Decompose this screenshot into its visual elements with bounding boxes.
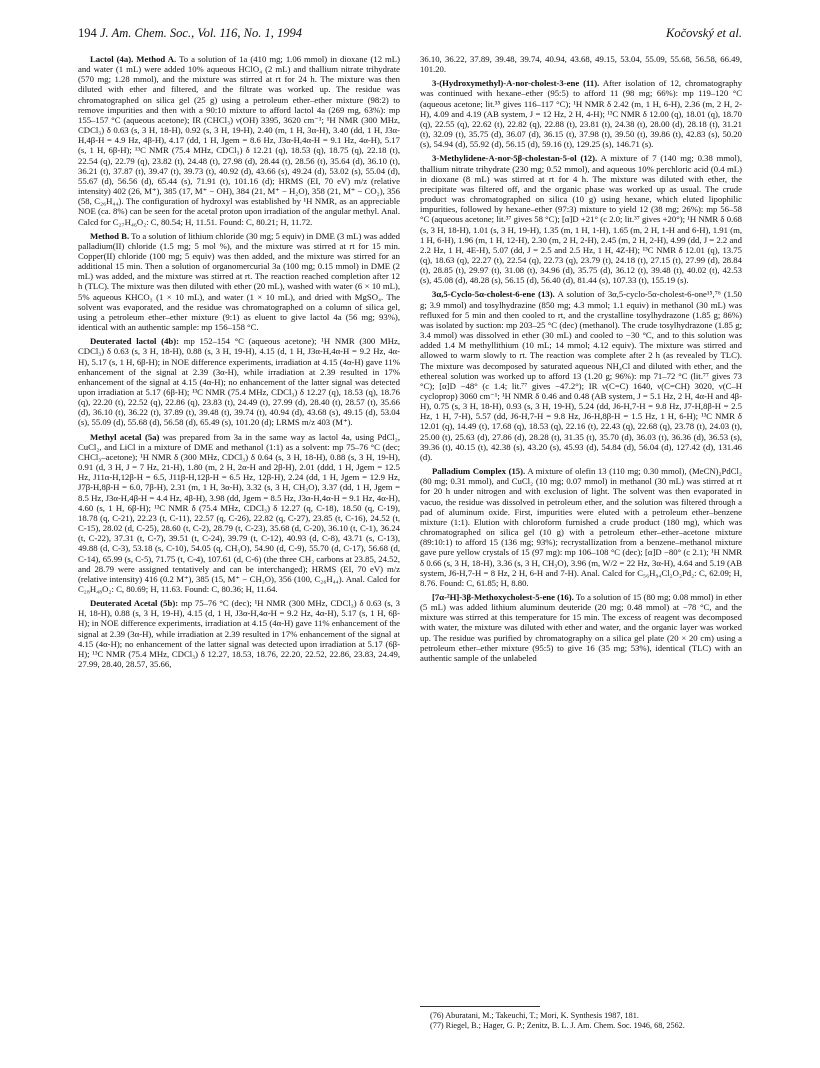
paragraph-compound-13 xyxy=(420,289,742,462)
paragraph-text: After isolation of 12, chromatography was continued with hexane–ether (95:5) to afford 11 (98 mg; 66%): mp 119–120 °C (aqueous acetone; lit.³⁵ gives 116–117 °C); ¹H NMR δ 2.42 (m, 1 H, 6-H), 2.36 (m, 2 H, 2-H), 4.09 and 4.19 (AB system, J = 12 Hz, 2 H, 4-H); ¹³C NMR δ 12.00 (q), 18.01 (q), 18.70 (q), 22.55 (q), 22.62 (t), 22.82 (q), 22.88 (t), 23.81 (t), 24.38 (t), 28.00 (d), 28.18 (t), 31.21 (t), 32.09 (t), 35.75 (d), 36.07 (d), 36.15 (t), 37.98 (t), 39.50 (t), 39.86 (t), 42.83 (s), 50.20 (s), 54.94 (d), 55.92 (d), 56.15 (d), 59.16 (t), 129.25 (s), 146.71 (s). xyxy=(420,78,742,150)
compound-heading: Palladium Complex (15). xyxy=(432,466,526,477)
paragraph-continuation xyxy=(420,54,742,74)
compound-heading: 3-Methylidene-A-nor-5β-cholestan-5-ol (12). xyxy=(432,153,598,164)
compound-heading: Methyl acetal (5a) xyxy=(90,431,160,442)
paragraph-method-b xyxy=(78,231,400,333)
compound-heading: Lactol (4a). Method A. xyxy=(90,54,177,64)
paragraph-deuterated-lactol xyxy=(78,336,400,427)
compound-heading: Deuterated Acetal (5b): xyxy=(90,598,179,609)
paragraph-text: To a solution of 15 (80 mg; 0.08 mmol) in ether (5 mL) was added lithium aluminum deuteride (20 mg; 0.48 mmol) at −78 °C, and the mixture was stirred at this temperature for 15 min. The excess of reagent was decomposed with water, the mixture was diluted with ether and water, and the organic layer was worked up. The residue was purified by chromatography on a silica gel plate (20 × 20 cm) using a petroleum ether–ether mixture (95:5) to give 16 (35 mg; 53%), identical (TLC) with an authentic sample of the unlabeled xyxy=(420,591,743,663)
compound-heading: 3α,5-Cyclo-5α-cholest-6-ene (13). xyxy=(432,289,555,300)
right-column xyxy=(420,54,742,667)
paragraph-text: To a solution of lithium chloride (30 mg; 5 equiv) in DME (3 mL) was added palladium(II) chloride (1.5 mg; 5 mol %), and the mixture was stirred at rt for 15 min. Copper(II) chloride (100 mg; 5 equiv) was then added, and the mixture was stirred for an additional 15 min. Then a solution of organomercurial 3a (100 mg; 0.15 mmol) in DME (2 mL) was added, and the mixture was stirred at rt. The reaction reached completion after 12 h (TLC). The mixture was then diluted with ether (20 mL), washed with water (6 × 10 mL), 5% aqueous KHCO₃ (1 × 10 mL), and water (1 × 10 mL), and dried with MgSO₄. The solvent was evaporated, and the residue was chromatographed on a column of silica gel, using a petroleum ether–ether mixture (9:1) as eluent to give lactol 4a (56 mg; 93%), identical with an authentic sample: mp 156–158 °C. xyxy=(78,230,401,333)
compound-heading: [7α-²H]-3β-Methoxycholest-5-ene (16). xyxy=(432,591,574,602)
reference-76: (76) Aburatani, M.; Takeuchi, T.; Mori, K. Synthesis 1987, 181. xyxy=(430,1011,639,1020)
running-header xyxy=(78,26,742,44)
journal-citation: J. Am. Chem. Soc., Vol. 116, No. 1, 1994 xyxy=(100,26,302,40)
paragraph-text: mp 152–154 °C (aqueous acetone); ¹H NMR (300 MHz, CDCl₃) δ 0.63 (s, 3 H, 18-H), 0.88 (s, 3 H, 19-H), 4.15 (d, 1 H, J3α-H,4α-H = 9.2 Hz, 4α-H), 5.17 (s, 1 H, 6β-H); in NOE difference experiments, irradiation at 4.15 (4α-H) gave 11% enhancement of the signal at 2.39 (3α-H), while irradiation at 2.39 resulted in 17% enhancement of the signal at 4.15 (4α-H); no enhancement of the latter signal was detected upon irradiation at 5.17 (6β-H); ¹³C NMR (75.4 MHz, CDCl₃) δ 12.27 (q), 18.53 (q), 18.76 (q), 22.20 (t), 22.52 (q), 22.86 (q), 23.83 (t), 24.49 (t), 27.99 (d), 28.40 (t), 28.57 (t), 35.66 (d), 36.10 (t), 36.22 (t), 37.89 (t), 39.48 (t), 39.74 (t), 40.94 (d), 43.68 (s), 49.15 (d), 53.04 (s), 55.09 (d), 55.68 (d), 56.58 (d), 65.49 (s), 101.20 (d); LRMS m/z 403 (M⁺). xyxy=(78,336,401,428)
paragraph-text: To a solution of 1a (410 mg; 1.06 mmol) in dioxane (12 mL) and water (1 mL) were added 10% aqueous HClO₄ (2 mL) and thallium nitrate trihydrate (570 mg; 1.28 mmol), and the mixture was stirred at rt for 24 h. The mixture was then diluted with ether and filtered, and the filtrate was worked up. The residue was chromatographed on silica gel (25 g) using a petroleum ether–ether mixture (98:2) to remove impurities and then with a 90:10 mixture to afford lactol 4a (269 mg, 63%): mp 155–157 °C (aqueous acetone); IR (CHCl₃) ν(OH) 3395, 3620 cm⁻¹; ¹H NMR (300 MHz, CDCl₃) δ 0.63 (s, 3 H, 18-H), 0.92 (s, 3 H, 19-H), 2.40 (m, 1 H, 3α-H), 3.40 (dd, 1 H, J3α-H,4β-H = 4.9 Hz, 4β-H), 4.17 (dd, 1 H, Jgem = 8.6 Hz, J3α-H,4α-H = 9.1 Hz, 4α-H), 5.17 (s, 1 H, 6β-H); ¹³C NMR (75.4 MHz, CDCl₃) δ 12.21 (q), 18.53 (q), 18.75 (q), 22.18 (t), 22.54 (q), 22.79 (q), 23.82 (t), 24.48 (t), 27.98 (d), 28.44 (t), 28.56 (t), 35.64 (d), 36.10 (t), 36.21 (t), 37.87 (t), 39.47 (t), 39.73 (t), 40.92 (d), 43.66 (s), 49.24 (d), 53.02 (s), 55.04 (d), 55.67 (d), 56.56 (d), 65.44 (s), 71.91 (t), 101.16 (d); HRMS (EI, 70 eV) m/z (relative intensity) 402 (26, M⁺), 385 (17, M⁺ − OH), 384 (21, M⁺ − H₂O), 358 (21, M⁺ − CO₂), 356 (58, C₂₆H₄₄). The configuration of hydroxyl was established by ¹H NMR, as an appreciable NOE (ca. 8%) can be seen for the acetal proton upon irradiation of the angular methyl. Anal. Calcd for C₂₇H₄₆O₂: C, 80.54; H, 11.51. Found: C, 80.21; H, 11.72. xyxy=(78,54,400,227)
page-number: 194 xyxy=(78,26,97,40)
paragraph-methyl-acetal xyxy=(78,432,400,595)
compound-heading: 3-(Hydroxymethyl)-A-nor-cholest-3-ene (11). xyxy=(432,78,600,89)
paragraph-compound-16 xyxy=(420,592,742,663)
paragraph-text: A mixture of 7 (140 mg; 0.38 mmol), thallium nitrate trihydrate (230 mg; 0.52 mmol), and aqueous 10% perchloric acid (0.4 mL) in dioxane (8 mL) was stirred at rt for 4 h. The mixture was diluted with ether, the precipitate was filtered off, and the organic phase was worked up as usual. The crude product was chromatographed on silica (10 g) using hexane, which eluted lipophilic impurities, followed by hexane–ether (97:3) mixture to yield 12 (38 mg; 26%): mp 56–58 °C (aqueous acetone; lit.³⁷ gives 58 °C); [α]D +21° (c 2.0; lit.³⁷ gives +20°); ¹H NMR δ 0.68 (s, 3 H, 18-H), 1.01 (s, 3 H, 19-H), 1.35 (m, 1 H, 1-H), 1.65 (m, 2 H, 1-H and 6-H), 1.91 (m, 1 H, 6-H), 1.96 (m, 1 H, 12-H), 2.30 (m, 2 H, 2-H), 2.45 (m, 2 H, 2-H), 4.99 (dd, J = 2.2 and 2.2 Hz, 1 H, 4E-H), 5.07 (dd, J = 2.5 and 2.5 Hz, 1 H, 4Z-H); ¹³C NMR δ 12.01 (q), 13.75 (q), 18.63 (q), 22.27 (t), 22.54 (q), 22.73 (q), 23.79 (t), 24.18 (t), 27.15 (t), 27.99 (d), 28.84 (t), 28.85 (t), 29.97 (t), 31.08 (t), 34.96 (d), 35.75 (d), 36.12 (t), 39.48 (t), 40.02 (t), 42.53 (s), 45.08 (d), 48.28 (s), 56.15 (d), 56.40 (d), 81.44 (s), 107.33 (t), 155.19 (s). xyxy=(420,153,742,286)
footnote-references xyxy=(420,1006,742,1031)
paragraph-text: was prepared from 3a in the same way as lactol 4a, using PdCl₂, CuCl₂, and LiCl in a mixture of DME and methanol (1:1) as a solvent: mp 75–76 °C (dec; CHCl₃–acetone); ¹H NMR δ (300 MHz, CDCl₃) δ 0.64 (s, 3 H, 18-H), 0.88 (s, 3 H, 19-H), 0.91 (d, 3 H, J = 7 Hz, 21-H), 1.80 (m, 2 H, 2α-H and 2β-H), 2.01 (ddd, 1 H, Jgem = 12.5 Hz, J11α-H,12β-H = 6.5, J11β-H,12β-H = 6.5 Hz, 12β-H), 2.24 (dd, 1 H, Jgem = 12.9 Hz, J7β-H,8β-H = 6.0, 7β-H), 2.31 (m, 1 H, 3α-H), 3.32 (s, 3 H, CH₃O), 3.37 (dd, 1 H, Jgem = 8.5 Hz, J3α-H,4β-H = 4.4 Hz, 4β-H), 3.98 (dd, Jgem = 8.5 Hz, J3α-H,4α-H = 9.1 Hz, 4α-H), 4.60 (s, 1 H, 6β-H); ¹³C NMR δ (75.4 MHz, CDCl₃) δ 12.27 (q, C-18), 18.50 (q, C-19), 18.78 (q, C-21), 22.23 (t, C-11), 22.57 (q, C-26), 22.82 (q, C-27), 23.85 (t, C-16), 24.52 (t, C-15), 28.02 (d, C-25), 28.60 (t, C-2), 28.79 (t, C-23), 35.68 (d, C-20), 36.10 (t, C-1), 36.24 (t, C-22), 37.31 (t, C-7), 39.51 (t, C-24), 39.79 (t, C-12), 40.93 (d, C-8), 43.71 (s, C-13), 49.88 (d, C-3), 53.18 (s, C-10), 54.05 (q, CH₃O), 54.90 (d, C-9), 55.70 (d, C-17), 56.68 (d, C-14), 65.99 (s, C-5), 71.75 (t, C-4), 107.61 (d, C-6) (the three CH₂ carbons at 23.85, 24.52, and 28.79 were assigned tentatively and can be interchanged); HRMS (EI, 70 eV) m/z (relative intensity) 416 (0.2 M⁺), 385 (15, M⁺ − CH₃O), 356 (100, C₂₆H₄₄). Anal. Calcd for C₂₈H₄₈O₂: C, 80.69; H, 11.63. Found: C, 80.36; H, 11.64. xyxy=(78,431,400,594)
paragraph-text: mp 75–76 °C (dec); ¹H NMR (300 MHz, CDCl₃) δ 0.63 (s, 3 H, 18-H), 0.88 (s, 3 H, 19-H), 4.15 (d, 1 H, J3α-H,4α-H = 9.2 Hz, 4α-H), 5.17 (s, 1 H, 6β-H); in NOE difference experiments, irradiation at 4.15 (4α-H) gave 11% enhancement of the signal at 2.39 (3α-H), while irradiation at 2.39 resulted in 17% enhancement of the signal at 4.15 (4α-H); no enhancement of the latter signal was detected upon irradiation at 5.17 (6β-H); ¹³C NMR (75.4 MHz, CDCl₃) δ 12.27, 18.53, 18.76, 22.20, 22.52, 22.86, 23.83, 24.49, 27.99, 28.40, 28.57, 35.66, xyxy=(78,598,401,670)
paragraph-lactol-method-a xyxy=(78,54,400,227)
paragraph-compound-11 xyxy=(420,78,742,149)
reference-77: (77) Riegel, B.; Hager, G. P.; Zenitz, B. L. J. Am. Chem. Soc. 1946, 68, 2562. xyxy=(430,1020,685,1030)
paragraph-text: A solution of 3α,5-cyclo-5α-cholest-6-one¹⁵,⁷⁶ (1.50 g; 3.9 mmol) and tosylhydrazine (850 mg; 4.3 mmol; 1.1 equiv) in methanol (30 mL) was refluxed for 5 min and then cooled to rt, and the crystalline tosylhydrazone (1.85 g; 86%) was isolated by suction: mp 203–25 °C (dec) (methanol). The crude tosylhydrazone (1.85 g; 3.4 mmol) was dissolved in ether (30 mL) and cooled to −30 °C, and to this solution was added 1.4 M methyllithium (10 mL; 14 mmol; 4.12 equiv). The mixture was stirred and allowed to warm slowly to rt. The reaction was complete after 2 h (as revealed by TLC). The mixture was decomposed by saturated aqueous NH₄Cl and diluted with ether, and the ethereal solution was worked up to afford 13 (1.20 g; 96%): mp 71–72 °C (lit.⁷⁷ gives 73 °C); [α]D −48° (c 1.4; lit.⁷⁷ gives −47.2°); IR ν(C=C) 1640, ν(C=CH) 3020, ν(C–H cycloprop) 3060 cm⁻¹; ¹H NMR δ 0.46 and 0.48 (AB system, J = 5.1 Hz, 2 H, 4α-H and 4β-H), 0.75 (s, 3 H, 18-H), 0.93 (s, 3 H, 19-H), 5.24 (dd, J6-H,7-H = 9.8 Hz, J7-H,8β-H = 2.5 Hz, 1 H, 7-H), 5.57 (dd, J6-H,7-H = 9.8 Hz, J6-H,8β-H = 1.5 Hz, 1 H, 6-H); ¹³C NMR δ 12.01 (q), 14.49 (t), 17.68 (q), 18.53 (q), 22.16 (t), 22.43 (q), 22.68 (q), 23.78 (t), 24.03 (t), 25.00 (t), 25.63 (d), 27.86 (d), 28.28 (t), 31.35 (t), 35.70 (d), 36.03 (t), 36.36 (d), 36.53 (s), 39.36 (t), 40.15 (t), 42.38 (s), 43.20 (s), 45.93 (d), 54.84 (d), 56.04 (d), 127.42 (d), 131.46 (d). xyxy=(420,289,742,462)
paragraph-compound-12 xyxy=(420,153,742,285)
footnote-divider xyxy=(420,1006,540,1007)
running-authors: Kočovský et al. xyxy=(665,26,742,40)
compound-heading: Method B. xyxy=(90,230,130,241)
paragraph-palladium-complex xyxy=(420,466,742,588)
paragraph-text: A mixture of olefin 13 (110 mg; 0.30 mmol), (MeCN)₂PdCl₂ (80 mg; 0.31 mmol), and CuCl₂ (10 mg; 0.07 mmol) in methanol (30 mL) was stirred at rt for 20 h under nitrogen and with exclusion of light. The solvent was then evaporated in vacuo, the residue was dissolved in petroleum ether, and the solution was filtered through a pad of aluminum oxide. First, impurities were eluted with a petroleum ether–benzene mixture (1:1). Elution with chloroform furnished a crude product (180 mg), which was chromatographed on silica gel (10 g) with a petroleum ether–ether–acetone mixture (89:10:1) to afford 15 (136 mg; 93%); recrystallization from a benzene–methanol mixture gave pure yellow crystals of 15 (97 mg): mp 106–108 °C (dec); [α]D −80° (c 2.1); ¹H NMR δ 0.66 (s, 3 H, 18-H), 3.36 (s, 3 H, CH₃O), 3.96 (m, W/2 = 22 Hz, 3α-H), 4.64 and 5.19 (AB system, J6-H,7-H = 8 Hz, 2 H, 6-H and 7-H). Anal. Calcd for C₅₆H₉₄Cl₂O₂Pd₂: C, 62.09; H, 8.76. Found: C, 61.85; H, 8.80. xyxy=(420,466,742,588)
paragraph-deuterated-acetal xyxy=(78,598,400,669)
left-column xyxy=(78,54,400,673)
compound-heading: Deuterated lactol (4b): xyxy=(90,336,180,347)
paragraph-text: 36.10, 36.22, 37.89, 39.48, 39.74, 40.94, 43.68, 49.15, 53.04, 55.09, 55.68, 56.58, 66.49, 101.20. xyxy=(420,54,742,75)
